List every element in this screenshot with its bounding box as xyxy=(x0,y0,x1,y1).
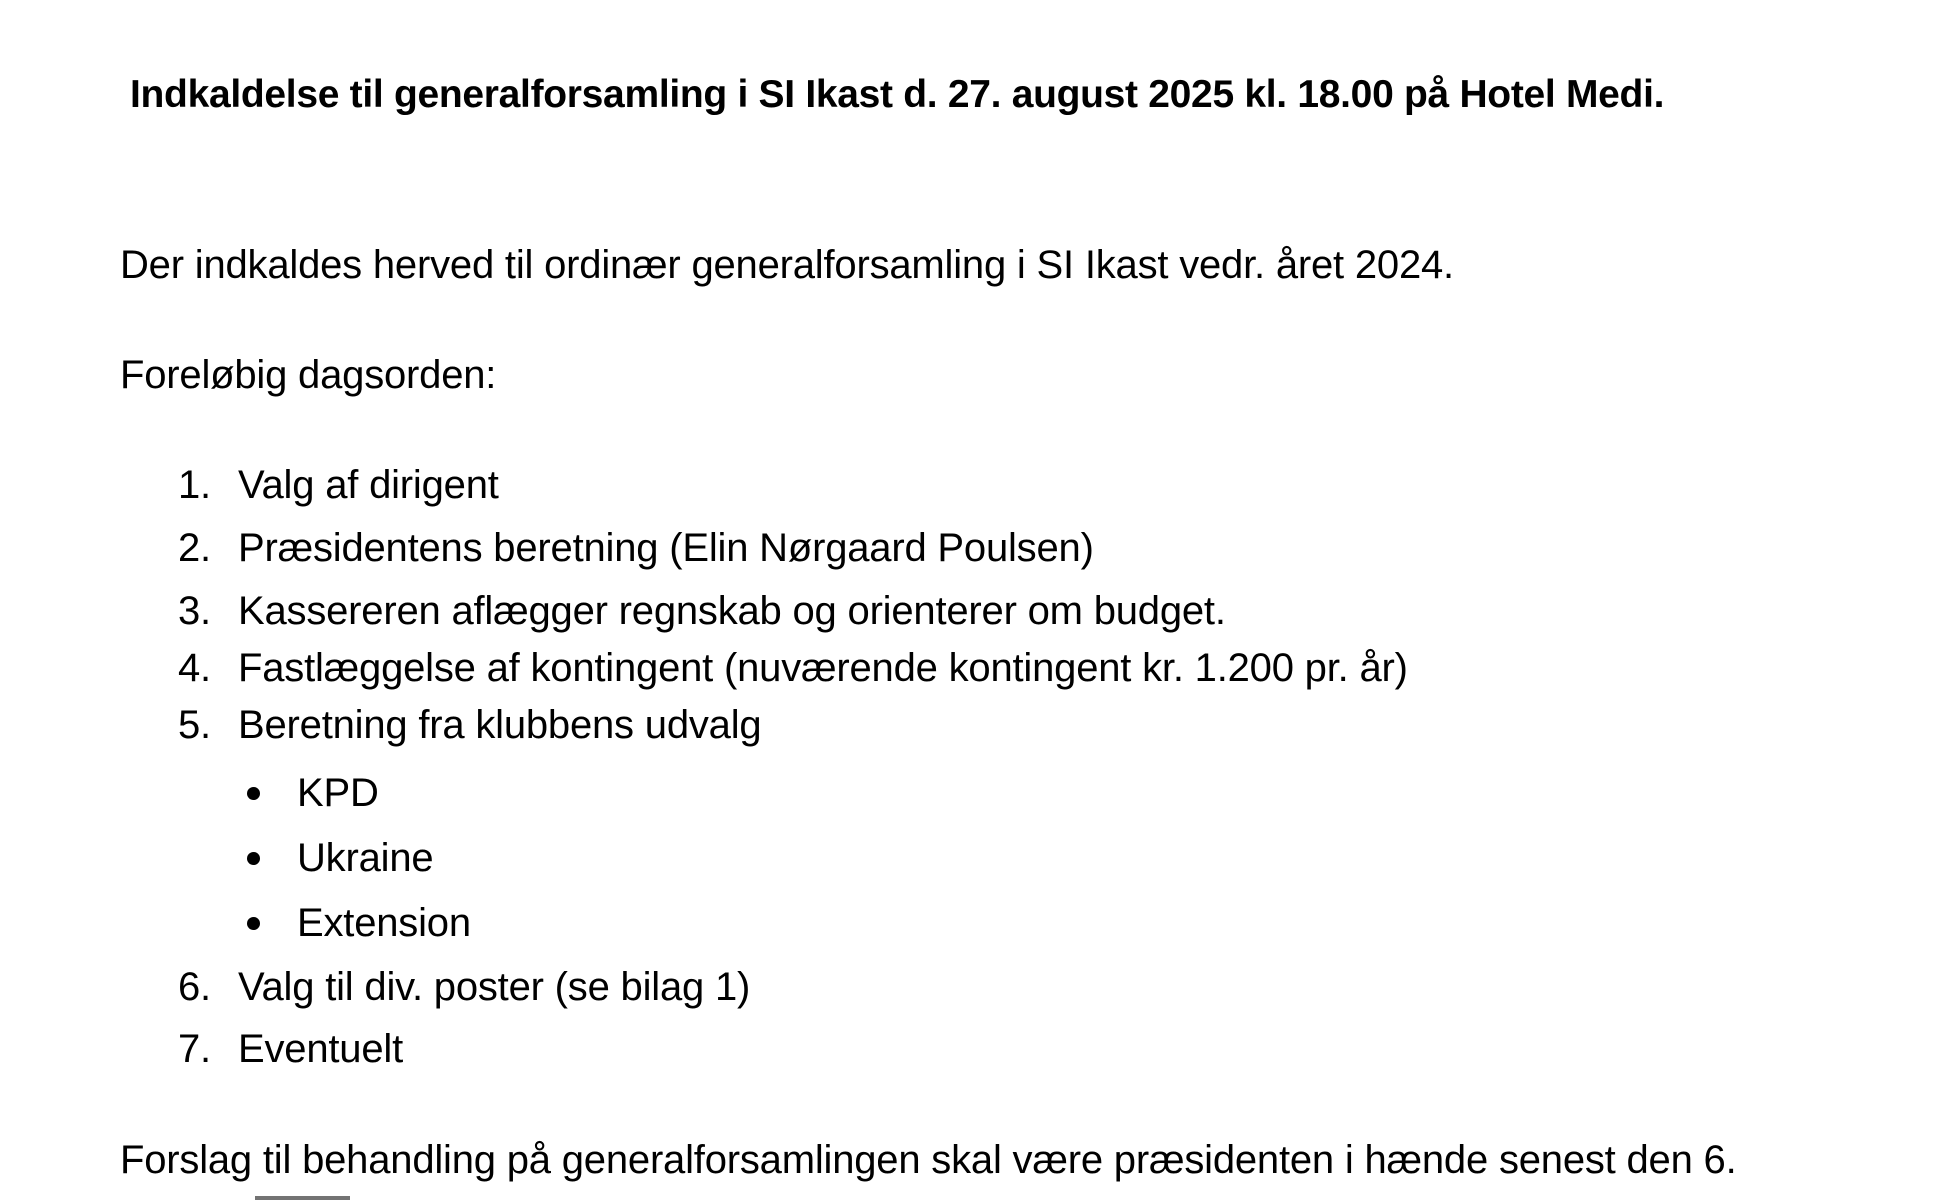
agenda-heading: Foreløbig dagsorden: xyxy=(120,353,497,397)
bullet-icon xyxy=(247,787,260,800)
agenda-item-number: 5. xyxy=(178,703,211,747)
agenda-item-number: 6. xyxy=(178,965,211,1009)
agenda-item-text: Kassereren aflægger regnskab og orienterer om budget. xyxy=(238,589,1226,633)
proposal-paragraph: Forslag til behandling på generalforsamlingen skal være præsidenten i hænde senest den 6. xyxy=(120,1138,1737,1182)
cropped-next-line xyxy=(255,1196,350,1200)
sub-item-text: Ukraine xyxy=(297,836,434,880)
agenda-item-text: Valg af dirigent xyxy=(238,463,499,507)
bullet-icon xyxy=(247,917,260,930)
intro-paragraph: Der indkaldes herved til ordinær generalforsamling i SI Ikast vedr. året 2024. xyxy=(120,243,1454,287)
agenda-item-number: 7. xyxy=(178,1027,211,1071)
agenda-item-text: Fastlæggelse af kontingent (nuværende kontingent kr. 1.200 pr. år) xyxy=(238,646,1408,690)
agenda-item-number: 4. xyxy=(178,646,211,690)
agenda-item-text: Præsidentens beretning (Elin Nørgaard Poulsen) xyxy=(238,526,1094,570)
document-title: Indkaldelse til generalforsamling i SI Ikast d. 27. august 2025 kl. 18.00 på Hotel Medi. xyxy=(130,73,1665,116)
sub-item-text: Extension xyxy=(297,901,471,945)
bullet-icon xyxy=(247,852,260,865)
agenda-item-text: Valg til div. poster (se bilag 1) xyxy=(238,965,751,1009)
agenda-item-number: 3. xyxy=(178,589,211,633)
agenda-item-number: 1. xyxy=(178,463,211,507)
agenda-item-number: 2. xyxy=(178,526,211,570)
agenda-item-text: Beretning fra klubbens udvalg xyxy=(238,703,762,747)
sub-item-text: KPD xyxy=(297,771,379,815)
agenda-item-text: Eventuelt xyxy=(238,1027,403,1071)
